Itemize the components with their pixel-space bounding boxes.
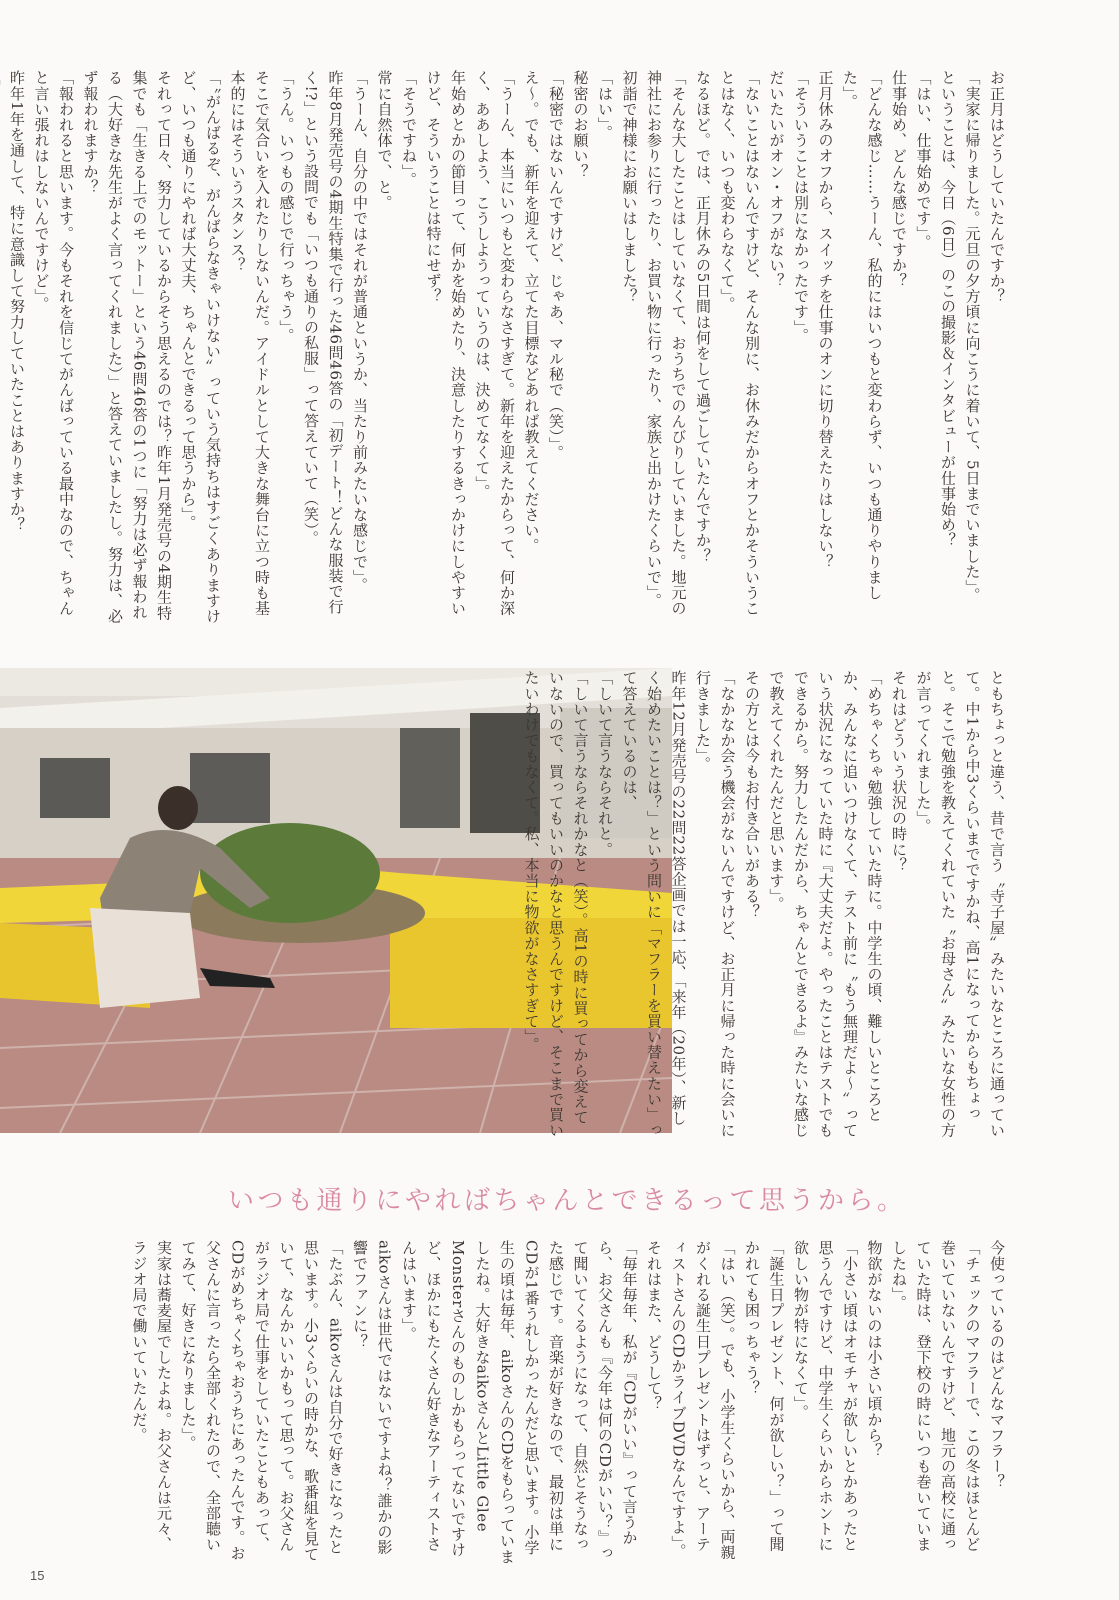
paragraph: 「はい」。	[596, 70, 614, 141]
paragraph: 「うーん、本当にいつもと変わらなさすぎて。新年を迎えたからって、何か深く、ああしよう、こうしようっていうのは、決めてなくて」。	[473, 70, 516, 616]
paragraph: 昨年1年を通して、特に意識して努力していたことはありますか？	[8, 70, 26, 533]
paragraph: その方とは今もお付き合いがある？	[743, 670, 761, 920]
paragraph: 正月休みのオフから、スイッチを仕事のオンに切り替えたりはしない？	[816, 70, 835, 570]
paragraph: 「うん。いつもの感じで行っちゃう」。	[277, 70, 296, 344]
paragraph: 「チェックのマフラーで、この冬はほとんど巻いていないんですけど、地元の高校に通っていた時は、登下校の時にいつも巻いていましたね」。	[890, 1240, 982, 1552]
paragraph: 「報われると思います。今もそれを信じてがんばっている最中なので、ちゃんと言い張れはしないんですけど」。	[32, 70, 75, 616]
article-text-middle	[522, 670, 1009, 1140]
paragraph: 「ないことはないんですけど、そんな別に、お休みだからオフとかそういうことはなく、いつも変わらなくて」。	[718, 70, 761, 616]
paragraph: 「毎年毎年、私が『CDがいい』って言うから、お父さんも『今年は何のCDがいい？』って聞いてくるようになって、自然とそうなった感じです。音楽が好きなので、最初は単にCDが1番うれしかったんだと思います。小学生の頃は毎年、aikoさんのCDをもらっていましたね。大好きなaikoさんとLittle Glee Monsterさんのものしかもらってないですけど、ほかにもたくさん好きなアーティストさんはいます」。	[400, 1240, 639, 1565]
paragraph: 「〝がんばるぞ、がんばらなきゃいけない〟っていう気持ちはすごくありますけど、いつも通りにやれば大丈夫、ちゃんとできるって思うから」。	[179, 70, 222, 625]
paragraph: 仕事始め、どんな感じですか？	[890, 70, 908, 289]
paragraph: 「たぶん、aikoさんは自分で好きになったと思います。小3くらいの時かな、歌番組を見ていて、なんかいいかもって思って。お父さんがラジオ局で仕事をしていたこともあって、CDがめちゃくちゃおうちにあったんです。お父さんに言ったら全部くれたので、全部聴いてみて、好きになりました」。	[179, 1240, 345, 1563]
paragraph: それはどういう状況の時に？	[890, 670, 908, 873]
paragraph: 初詣で神様にお願いはしました？	[620, 70, 639, 304]
pull-quote: いつも通りにやればちゃんとできるって思うから。	[228, 1186, 907, 1216]
paragraph: ともちょっと違う、昔で言う〝寺子屋〟みたいなところに通っていて。中1から中3くらいまでですかね、高1になってからもちょっと。そこで勉強を教えてくれていた〝お母さん〟みたいな女性の方が言ってくれました」。	[914, 670, 1006, 1138]
paragraph: 「はい（笑）。でも、小学生くらいから、両親がくれる誕生日プレゼントはずっと、アーティストさんのCDかライブDVDなんですよ」。	[669, 1240, 737, 1561]
paragraph: お正月はどうしていたんですか？	[988, 70, 1006, 304]
paragraph: 「しいて言うならそれと。	[596, 670, 614, 858]
paragraph: 実家は蕎麦屋でしたよね。お父さんは元々、ラジオ局で働いていたんだ。	[130, 1240, 173, 1552]
paragraph: 「そうですね」。	[400, 70, 418, 188]
paragraph: 年始めとかの節目って、何かを始めたり、決意したりするきっかけにしやすいけど、そういうことは特にせず？	[424, 70, 467, 616]
paragraph	[0, 70, 5, 630]
paragraph: それはまた、どうして？	[645, 1240, 663, 1412]
paragraph: だいたいがオン・オフがない？	[767, 70, 786, 289]
paragraph: 「めちゃくちゃ勉強していた時に。中学生の頃、難しいところとか、みんなに追いつけなくて、テスト前に〝もう無理だよ～〟っていう状況になっていた時に『大丈夫だよ。やったことはテストでもできるから。努力したんだから、ちゃんとできるよ』みたいな感じ	[792, 670, 884, 1138]
paragraph: 昨年8月発売号の4期生特集で行った46問46答の「初デート！どんな服装で行く!?」という設問でも「いつも通りの私服」って答えていて（笑）。	[302, 70, 345, 615]
paragraph: 常に自然体で、と。	[375, 70, 394, 211]
paragraph: なるほど。では、正月休みの5日間は何をして過ごしていたんですか？	[694, 70, 712, 564]
paragraph: え～。でも、新年を迎えて、立てた目標などあれば教えてください。	[522, 70, 541, 554]
paragraph: 「そんな大したことはしていなくて、おうちでのんびりしていました。地元の神社にお参りに行ったり、お買い物に行ったり、家族と出かけたくらいで」。	[645, 70, 688, 616]
page-number: 15	[30, 1568, 45, 1583]
paragraph: 「小さい頃はオモチャが欲しいとかあったと思うんですけど、中学生くらいからホントに欲しい物が特になくて」。	[792, 1240, 859, 1552]
paragraph: 「秘密ではないんですけど、じゃあ、マル秘で（笑）」。	[547, 70, 565, 461]
paragraph: 「実家に帰りました。元旦の夕方頃に向こうに着いて、5日までいました」。	[963, 70, 982, 604]
article-text-bottom	[0, 1240, 1009, 1565]
paragraph: それって日々、努力しているからそう思えるのでは？昨年1月発売号の4期生特集でも「生きる上でのモットー」という46問46答の1つに「努力は必ず報われる（大好きな先生がよく言ってくれました）」と答えていましたし。努力は、必ず報われますか？	[81, 70, 173, 625]
paragraph: 「そういうことは別になかったです」。	[792, 70, 810, 344]
paragraph: そこで気合いを入れたりしないんだ。アイドルとして大きな舞台に立つ時も基本的にはそういうスタンス？	[228, 70, 271, 616]
paragraph: 「なかなか会う機会がないんですけど、お正月に帰った時に会いに行きました」。	[694, 670, 737, 1138]
paragraph: 「どんな感じ……うーん、私的にはいつもと変わらず、いつも通りやりました」。	[841, 70, 884, 601]
paragraph: 昨年12月発売号の22問22答企画では一応、「来年（20年）、新しく始めたいことは？」という問いに「マフラーを買い替えたい」って答えているのは、	[620, 670, 688, 1138]
paragraph: 「しいて言うならそれかなと（笑）。高1の時に買ってから変えていないので、買ってもいいのかなと思うんですけど、そこまで買いたいわけでもなくて。私、本当に物欲がなさすぎて」。	[522, 670, 590, 1138]
paragraph: aikoさんは世代ではないですよね？誰かの影響でファンに？	[351, 1240, 394, 1556]
paragraph: 秘密のお願い？	[571, 70, 590, 180]
paragraph: 物欲がないのは小さい頃から？	[865, 1240, 884, 1459]
paragraph: 「うーん、自分の中ではそれが普通というか、当たり前みたいな感じで」。	[351, 70, 369, 593]
paragraph: 今使っているのはどんなマフラー？	[988, 1240, 1006, 1490]
paragraph: で教えてくれたんだと思います」。	[767, 670, 786, 913]
article-text-top	[8, 70, 1009, 630]
paragraph: 「誕生日プレゼント、何が欲しい？」って聞かれても困っちゃう？	[743, 1240, 786, 1552]
paragraph: 「はい、仕事始めです」。	[914, 70, 933, 250]
paragraph: ということは、今日（6日）のこの撮影＆インタビューが仕事始め？	[939, 70, 957, 549]
